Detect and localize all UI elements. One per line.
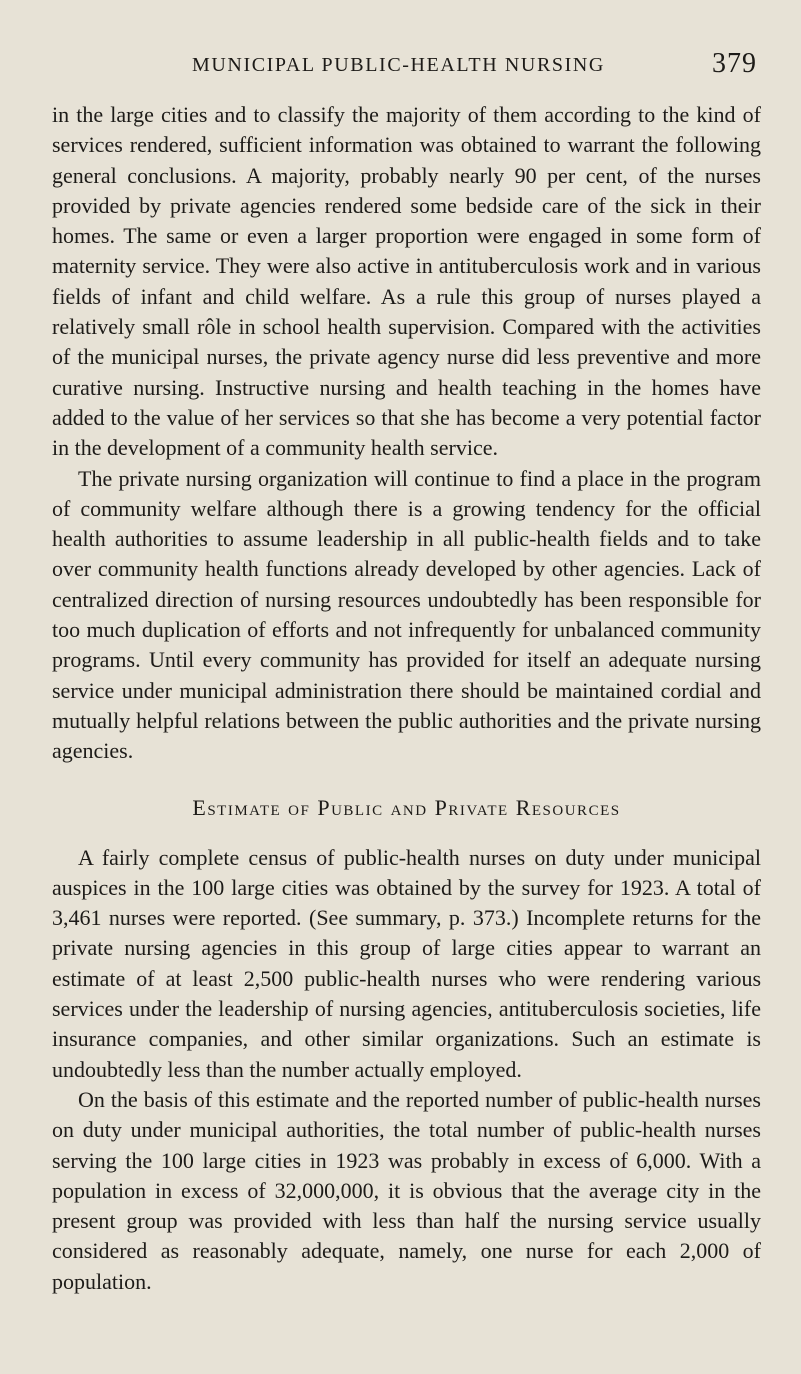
running-title: MUNICIPAL PUBLIC-HEALTH NURSING [192, 54, 605, 76]
paragraph-continued: in the large cities and to classify the majority of them according to the kind of services rendered, sufficient information was obtained to warrant the following general conclusions. A majority, probably nearly 90 per cent, of the nurses provided by private agencies rendered some bedside care of the sick in their homes. The same or even a larger proportion were engaged in some form of maternity service. They were also active in antituberculosis work and in various fields of infant and child welfare. As a rule this group of nurses played a relatively small rôle in school health supervision. Compared with the activities of the municipal nurses, the private agency nurse did less preventive and more curative nursing. Instructive nursing and health teaching in the homes have added to the value of her services so that she has become a very potential factor in the development of a community health service. [52, 102, 761, 461]
running-head [52, 42, 761, 82]
page-number: 379 [712, 48, 757, 79]
paragraph-census: A fairly complete census of public-health nurses on duty under municipal auspices in the 100 large cities was obtained by the survey for 1923. A total of 3,461 nurses were reported. (See summary, p. 373.) Incomplete returns for the private nursing agencies in this group of large cities appear to warrant an estimate of at least 2,500 public-health nurses who were rendering various services under the leadership of nursing agencies, antituberculosis societies, life insurance companies, and other similar organizations. Such an estimate is undoubtedly less than the number actually employed. [52, 844, 761, 1082]
section-heading: Estimate of Public and Private Resources [192, 794, 621, 820]
paragraph-estimate: On the basis of this estimate and the reported number of public-health nurses on duty under municipal authorities, the total number of public-health nurses serving the 100 large cities in 1923 was probably in excess of 6,000. With a population in excess of 32,000,000, it is obvious that the average city in the present group was provided with less than half the nursing service usually considered as reasonably adequate, namely, one nurse for each 2,000 of population. [52, 1086, 761, 1294]
body-text [52, 100, 761, 1297]
paragraph-private-nursing: The private nursing organization will continue to find a place in the program of community welfare although there is a growing tendency for the official health authorities to assume leadership in all public-health fields and to take over community health functions already developed by other agencies. Lack of centralized direction of nursing resources undoubtedly has been responsible for too much duplication of efforts and not infrequently for unbalanced community programs. Until every community has provided for itself an adequate nursing service under municipal administration there should be maintained cordial and mutually helpful relations between the public authorities and the private nursing agencies. [52, 465, 761, 764]
